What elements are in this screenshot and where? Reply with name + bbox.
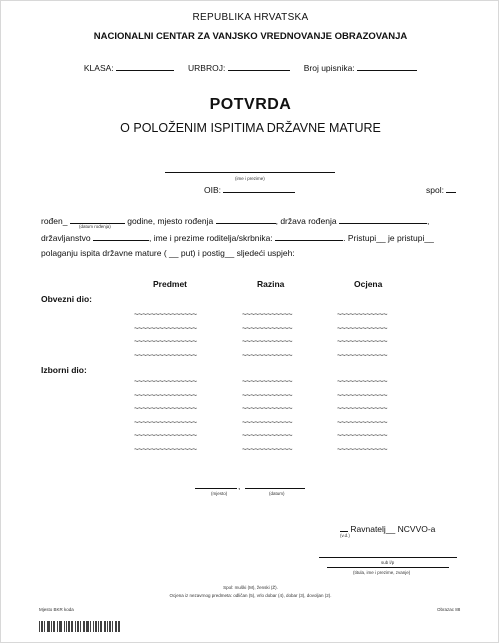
barcode-bar [101, 621, 102, 632]
ravnatelj-label: Ravnatelj__ NCVVO-a [340, 522, 435, 534]
barcode-bar [75, 621, 76, 632]
director-signature-line [319, 557, 457, 558]
mjesto-caption: (mjesto) [211, 491, 228, 496]
predmet-cell: ~~~~~~~~~~~~~~~ [134, 431, 197, 440]
name-line [165, 172, 335, 173]
predmet-cell: ~~~~~~~~~~~~~~~ [134, 337, 197, 346]
barcode-bar [93, 621, 94, 632]
director-name-line [327, 567, 449, 568]
ocjena-cell: ~~~~~~~~~~~~ [337, 431, 388, 440]
barcode-bar [51, 621, 52, 632]
predmet-cell: ~~~~~~~~~~~~~~~ [134, 310, 197, 319]
barcode-bar [69, 621, 70, 632]
barcode-bar [57, 621, 58, 632]
birth-date-caption: (datum rođenja) [79, 224, 111, 229]
predmet-cell: ~~~~~~~~~~~~~~~ [134, 323, 197, 333]
col-predmet: Predmet [153, 279, 188, 289]
razina-cell: ~~~~~~~~~~~~ [242, 390, 293, 400]
citizenship-line: državljanstvo , ime i prezime roditelja/skrbnika: . Pristupi__ je pristupi__ [41, 233, 434, 243]
razina-cell: ~~~~~~~~~~~~ [242, 377, 293, 386]
barcode-bar [96, 621, 97, 632]
razina-cell: ~~~~~~~~~~~~ [242, 323, 293, 333]
predmet-cell: ~~~~~~~~~~~~~~~ [134, 377, 197, 386]
barcode-bar [95, 621, 96, 632]
urbroj-field: URBROJ: [188, 61, 290, 73]
datum-line [245, 488, 305, 489]
ocjena-cell: ~~~~~~~~~~~~ [337, 377, 388, 386]
datum-caption: (datum) [269, 491, 285, 496]
name-caption: (ime i prezime) [235, 176, 265, 181]
barcode-bar [90, 621, 91, 632]
barcode-bar [39, 621, 40, 632]
broj-upisnika-field: Broj upisnika: [304, 61, 417, 73]
barcode-bar [77, 621, 78, 632]
barcode-bar [41, 621, 42, 632]
barcode-bar [98, 621, 99, 632]
barcode-bar [104, 621, 105, 632]
razina-cell: ~~~~~~~~~~~~ [242, 404, 293, 413]
barcode-bar [118, 621, 119, 632]
document-subtitle: O POLOŽENIM ISPITIMA DRŽAVNE MATURE [120, 121, 381, 135]
barcode-bar [83, 621, 84, 632]
razina-cell: ~~~~~~~~~~~~ [242, 337, 293, 346]
barcode-bar [84, 621, 85, 632]
predmet-cell: ~~~~~~~~~~~~~~~ [134, 404, 197, 413]
certificate-document: REPUBLIKA HRVATSKA NACIONALNI CENTAR ZA VANJSKO VREDNOVANJE OBRAZOVANJA KLASA: URBROJ: Broj upisnika: POTVRDA O POLOŽENIM ISPITIMA DRŽAVNE MATURE (ime i prezime) OIB: spol: rođen_ godine, mjesto rođenja , država rođenja , (datum rođenja) državljanstvo , ime i prezime roditelja/skrbnika: . Pristupi__ je pristupi__ polaganju ispita državne mature ( __ put) i postig__ sljedeći uspjeh: Predmet Razina Ocjena Obvezni dio: ~~~~~~~~~~~~~~~ ~~~~~~~~~~~~ ~~~~~~~~~~~~ ~~~~~~~~~~~~~~~ ~~~~~~~~~~~~ ~~~~~~~~~~~~ ~~~~~~~~~~~~~~~ ~~~~~~~~~~~~ ~~~~~~~~~~~~ ~~~~~~~~~~~~~~~ ~~~~~~~~~~~~ ~~~~~~~~~~~~ Izborni dio: ~~~~~~~~~~~~~~~ ~~~~~~~~~~~~ ~~~~~~~~~~~~ ~~~~~~~~~~~~~~~ ~~~~~~~~~~~~ ~~~~~~~~~~~~ ~~~~~~~~~~~~~~~ ~~~~~~~~~~~~ ~~~~~~~~~~~~ ~~~~~~~~~~~~~~~ ~~~~~~~~~~~~ ~~~~~~~~~~~~ ~~~~~~~~~~~~~~~ ~~~~~~~~~~~~ ~~~~~~~~~~~~ ~~~~~~~~~~~~~~~ ~~~~~~~~~~~~ ~~~~~~~~~~~~ , (mjesto) (datum) Ravnatelj__ NCVVO-a (v.d.) sub l/p (titula, ime i prezime, zvanje) Spol: muški (M), ženski (Ž). Ocjena iz nezavrnog predmeta: odličan (5), vrlo dobar (4), dobar (3), dovoljan (2). Mjesto BKR koda Obrazac 88 [0, 0, 499, 643]
barcode-bar [64, 621, 65, 632]
barcode-bar [87, 621, 88, 632]
klasa-field: KLASA: [84, 61, 174, 73]
barcode-bar [49, 621, 50, 632]
barcode-bar [59, 621, 60, 632]
ocjena-cell: ~~~~~~~~~~~~ [337, 444, 388, 454]
republic-heading: REPUBLIKA HRVATSKA [192, 12, 309, 23]
form-number: Obrazac 88 [437, 607, 461, 612]
barcode-bar [105, 621, 106, 632]
ocjena-cell: ~~~~~~~~~~~~ [337, 390, 388, 400]
barcode-bar [66, 621, 67, 632]
barcode-bar [116, 621, 117, 632]
barcode-bar [100, 621, 101, 632]
barcode-bar [110, 621, 111, 632]
razina-cell: ~~~~~~~~~~~~ [242, 417, 293, 427]
sub-caption: sub l/p [381, 560, 395, 565]
exam-line: polaganju ispita državne mature ( __ put) i postig__ sljedeći uspjeh: [41, 248, 295, 258]
barcode-bar [68, 621, 69, 632]
predmet-cell: ~~~~~~~~~~~~~~~ [134, 350, 197, 360]
predmet-cell: ~~~~~~~~~~~~~~~ [134, 417, 197, 427]
document-title: POTVRDA [209, 96, 292, 113]
obvezni-label: Obvezni dio: [41, 294, 92, 304]
ocjena-cell: ~~~~~~~~~~~~ [337, 417, 388, 427]
barcode-bar [112, 621, 113, 632]
predmet-cell: ~~~~~~~~~~~~~~~ [134, 444, 197, 454]
ocjena-cell: ~~~~~~~~~~~~ [337, 310, 388, 319]
birth-line: rođen_ godine, mjesto rođenja , država rođenja , [41, 216, 430, 226]
barcode-bar [54, 621, 55, 632]
barcode-caption: Mjesto BKR koda [39, 607, 74, 612]
barcode-bar [71, 621, 72, 632]
barcode-bar [109, 621, 110, 632]
barcode-bar [42, 621, 43, 632]
mjesto-line [195, 488, 237, 489]
izborni-label: Izborni dio: [41, 365, 87, 375]
barcode-bar [115, 621, 116, 632]
barcode-bar [47, 621, 48, 632]
barcode-bar [72, 621, 73, 632]
barcode-bar [60, 621, 61, 632]
barcode-bar [119, 621, 120, 632]
director-name-caption: (titula, ime i prezime, zvanje) [353, 570, 411, 575]
spol-note: Spol: muški (M), ženski (Ž). [223, 585, 278, 590]
razina-cell: ~~~~~~~~~~~~ [242, 444, 293, 454]
ocjena-cell: ~~~~~~~~~~~~ [337, 337, 388, 346]
col-ocjena: Ocjena [354, 279, 383, 289]
vd-caption: (v.d.) [340, 533, 350, 538]
grade-note: Ocjena iz nezavrnog predmeta: odličan (5), vrlo dobar (4), dobar (3), dovoljan (2). [169, 593, 332, 598]
predmet-cell: ~~~~~~~~~~~~~~~ [134, 390, 197, 400]
barcode-bar [53, 621, 54, 632]
oib-field: OIB: [204, 183, 295, 195]
barcode-bar [61, 621, 62, 632]
barcode-bar [107, 621, 108, 632]
razina-cell: ~~~~~~~~~~~~ [242, 310, 293, 319]
barcode-bar [88, 621, 89, 632]
institution-heading: NACIONALNI CENTAR ZA VANJSKO VREDNOVANJE OBRAZOVANJA [93, 31, 408, 42]
barcode-bar [78, 621, 79, 632]
razina-cell: ~~~~~~~~~~~~ [242, 431, 293, 440]
col-razina: Razina [257, 279, 285, 289]
ocjena-cell: ~~~~~~~~~~~~ [337, 404, 388, 413]
reference-line [1, 61, 499, 73]
barcode-bar [44, 621, 45, 632]
barcode-bar [86, 621, 87, 632]
razina-cell: ~~~~~~~~~~~~ [242, 350, 293, 360]
spol-field: spol: [426, 183, 456, 195]
barcode-bar [48, 621, 49, 632]
ocjena-cell: ~~~~~~~~~~~~ [337, 323, 388, 333]
barcode-bar [80, 621, 81, 632]
ocjena-cell: ~~~~~~~~~~~~ [337, 350, 388, 360]
barcode-image [39, 621, 121, 632]
